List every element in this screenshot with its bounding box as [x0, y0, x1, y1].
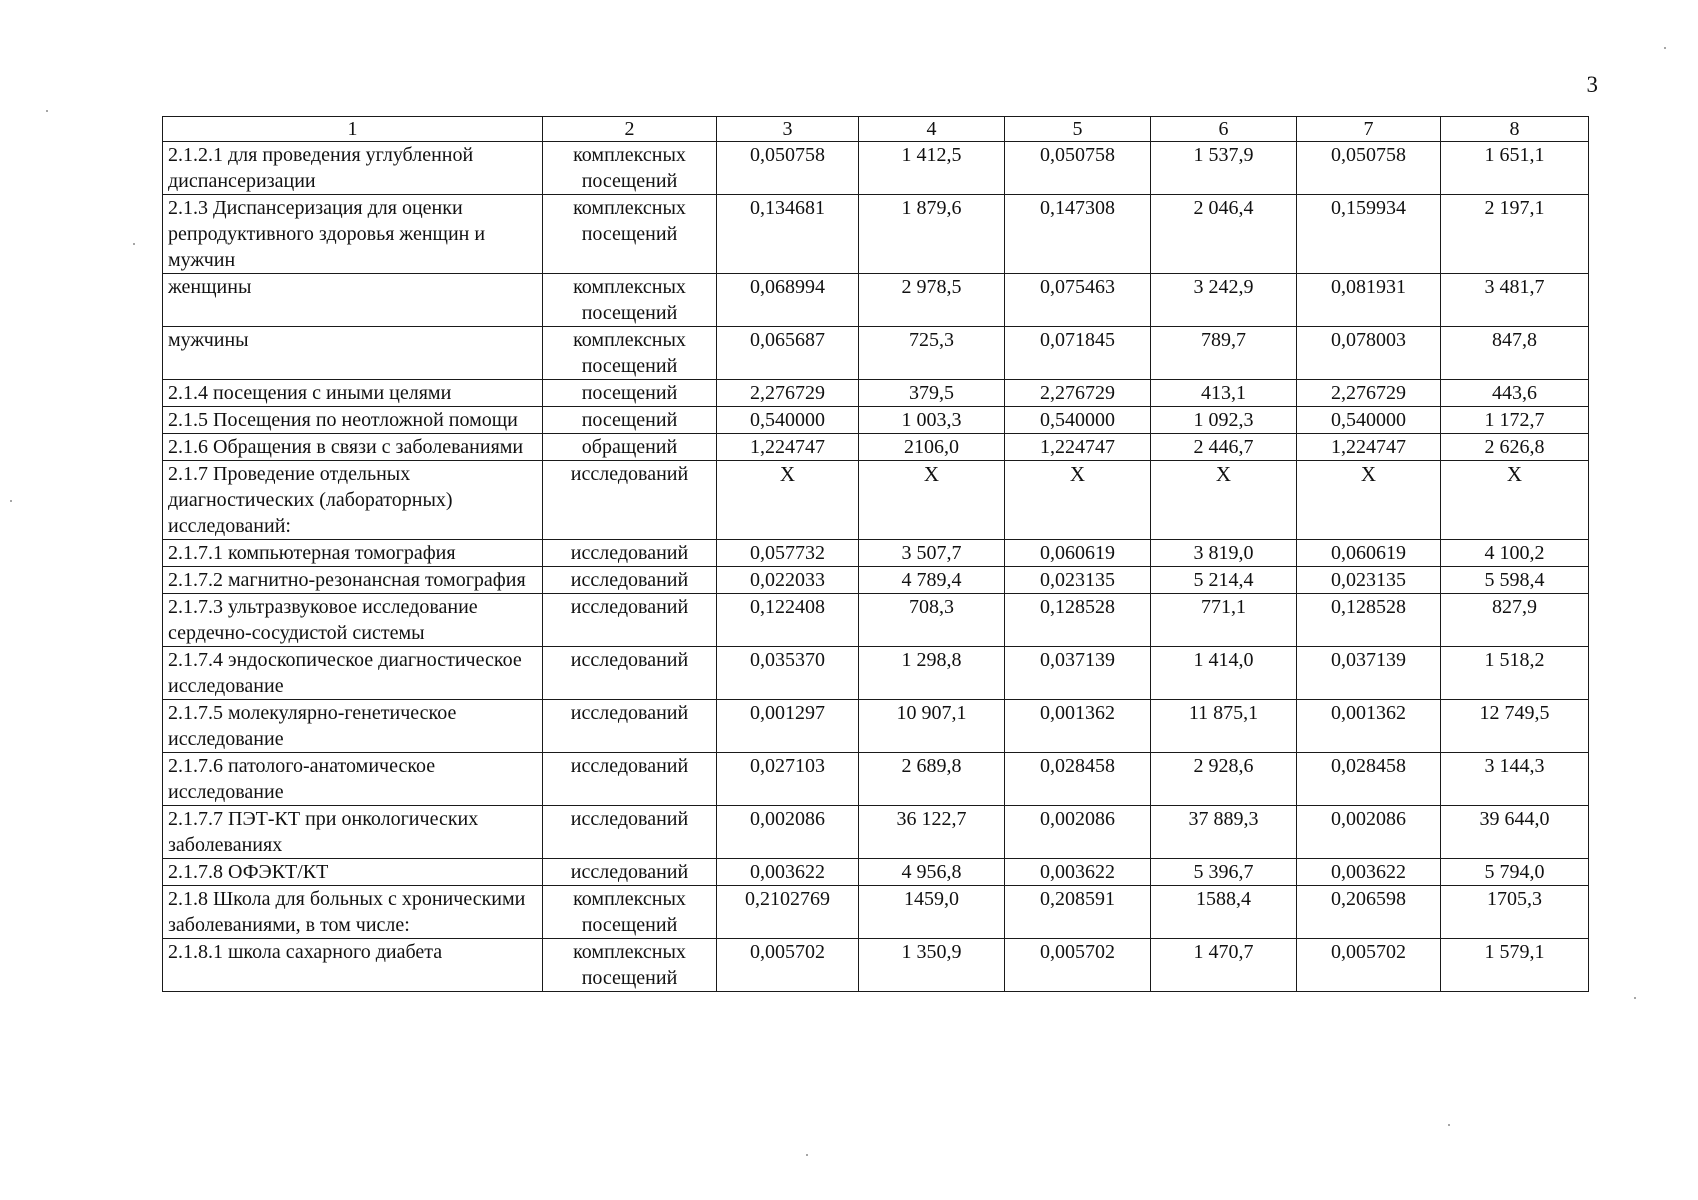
row-name-cell: мужчины: [163, 327, 543, 380]
value-cell: 3 481,7: [1441, 274, 1589, 327]
value-cell: 11 875,1: [1151, 700, 1297, 753]
row-name-cell: 2.1.7.4 эндоскопическое диагностическое исследование: [163, 647, 543, 700]
value-cell: 0,023135: [1297, 567, 1441, 594]
table-row: [163, 859, 1589, 886]
value-cell: 0,206598: [1297, 886, 1441, 939]
value-cell: 0,028458: [1005, 753, 1151, 806]
value-cell: 0,122408: [717, 594, 859, 647]
value-cell: 0,050758: [1005, 142, 1151, 195]
value-cell: 5 396,7: [1151, 859, 1297, 886]
value-cell: 0,128528: [1005, 594, 1151, 647]
value-cell: 827,9: [1441, 594, 1589, 647]
value-cell: 0,023135: [1005, 567, 1151, 594]
unit-cell: комплексных посещений: [543, 274, 717, 327]
value-cell: 10 907,1: [859, 700, 1005, 753]
value-cell: 0,022033: [717, 567, 859, 594]
value-cell: 0,005702: [1297, 939, 1441, 992]
value-cell: 1 003,3: [859, 407, 1005, 434]
value-cell: 0,001362: [1297, 700, 1441, 753]
row-name-cell: 2.1.8.1 школа сахарного диабета: [163, 939, 543, 992]
value-cell: 2 928,6: [1151, 753, 1297, 806]
value-cell: 0,081931: [1297, 274, 1441, 327]
value-cell: Х: [859, 461, 1005, 540]
unit-cell: посещений: [543, 407, 717, 434]
value-cell: 0,2102769: [717, 886, 859, 939]
value-cell: 1 350,9: [859, 939, 1005, 992]
value-cell: 0,071845: [1005, 327, 1151, 380]
scan-speck: [806, 1154, 808, 1156]
unit-cell: комплексных посещений: [543, 327, 717, 380]
table-row: [163, 540, 1589, 567]
row-name-cell: 2.1.2.1 для проведения углубленной диспансеризации: [163, 142, 543, 195]
table-row: [163, 594, 1589, 647]
value-cell: 0,159934: [1297, 195, 1441, 274]
value-cell: 5 214,4: [1151, 567, 1297, 594]
value-cell: 2 978,5: [859, 274, 1005, 327]
row-name-cell: 2.1.5 Посещения по неотложной помощи: [163, 407, 543, 434]
value-cell: 1 518,2: [1441, 647, 1589, 700]
value-cell: 725,3: [859, 327, 1005, 380]
value-cell: 4 956,8: [859, 859, 1005, 886]
value-cell: 1705,3: [1441, 886, 1589, 939]
value-cell: 0,005702: [717, 939, 859, 992]
value-cell: 3 144,3: [1441, 753, 1589, 806]
value-cell: 1 470,7: [1151, 939, 1297, 992]
table-row: [163, 567, 1589, 594]
value-cell: 379,5: [859, 380, 1005, 407]
value-cell: 0,075463: [1005, 274, 1151, 327]
row-name-cell: 2.1.7.5 молекулярно-генетическое исследование: [163, 700, 543, 753]
unit-cell: исследований: [543, 753, 717, 806]
row-name-cell: 2.1.7.7 ПЭТ-КТ при онкологических заболеваниях: [163, 806, 543, 859]
value-cell: 0,128528: [1297, 594, 1441, 647]
unit-cell: исследований: [543, 859, 717, 886]
value-cell: 0,060619: [1005, 540, 1151, 567]
unit-cell: исследований: [543, 806, 717, 859]
value-cell: 5 794,0: [1441, 859, 1589, 886]
value-cell: 0,005702: [1005, 939, 1151, 992]
value-cell: 2,276729: [717, 380, 859, 407]
unit-cell: исследований: [543, 567, 717, 594]
value-cell: 0,001297: [717, 700, 859, 753]
row-name-cell: 2.1.3 Диспансеризация для оценки репродуктивного здоровья женщин и мужчин: [163, 195, 543, 274]
value-cell: 0,060619: [1297, 540, 1441, 567]
header-cell: 7: [1297, 117, 1441, 142]
row-name-cell: 2.1.4 посещения с иными целями: [163, 380, 543, 407]
value-cell: 1459,0: [859, 886, 1005, 939]
table-row: [163, 434, 1589, 461]
value-cell: 12 749,5: [1441, 700, 1589, 753]
value-cell: 708,3: [859, 594, 1005, 647]
value-cell: 0,147308: [1005, 195, 1151, 274]
value-cell: 0,540000: [1297, 407, 1441, 434]
row-name-cell: 2.1.7 Проведение отдельных диагностических (лабораторных) исследований:: [163, 461, 543, 540]
value-cell: 1 651,1: [1441, 142, 1589, 195]
row-name-cell: женщины: [163, 274, 543, 327]
unit-cell: исследований: [543, 647, 717, 700]
value-cell: 1 092,3: [1151, 407, 1297, 434]
value-cell: 0,003622: [1005, 859, 1151, 886]
value-cell: 2 046,4: [1151, 195, 1297, 274]
value-cell: 443,6: [1441, 380, 1589, 407]
table-row: [163, 407, 1589, 434]
unit-cell: комплексных посещений: [543, 142, 717, 195]
value-cell: 0,001362: [1005, 700, 1151, 753]
table-row: [163, 647, 1589, 700]
value-cell: 1 579,1: [1441, 939, 1589, 992]
value-cell: 5 598,4: [1441, 567, 1589, 594]
value-cell: 3 242,9: [1151, 274, 1297, 327]
value-cell: 0,050758: [717, 142, 859, 195]
row-name-cell: 2.1.7.6 патолого-анатомическое исследование: [163, 753, 543, 806]
value-cell: 0,134681: [717, 195, 859, 274]
table-row: [163, 886, 1589, 939]
table-row: [163, 939, 1589, 992]
data-table: [162, 116, 1589, 992]
page-number: 3: [1586, 72, 1598, 97]
value-cell: 771,1: [1151, 594, 1297, 647]
table-row: [163, 380, 1589, 407]
row-name-cell: 2.1.6 Обращения в связи с заболеваниями: [163, 434, 543, 461]
unit-cell: обращений: [543, 434, 717, 461]
value-cell: 1588,4: [1151, 886, 1297, 939]
unit-cell: исследований: [543, 540, 717, 567]
value-cell: 0,065687: [717, 327, 859, 380]
row-name-cell: 2.1.7.2 магнитно-резонансная томография: [163, 567, 543, 594]
row-name-cell: 2.1.7.8 ОФЭКТ/КТ: [163, 859, 543, 886]
value-cell: 2,276729: [1005, 380, 1151, 407]
scan-speck: [10, 500, 12, 502]
unit-cell: комплексных посещений: [543, 939, 717, 992]
table-row: [163, 806, 1589, 859]
scan-speck: [1448, 1124, 1450, 1126]
value-cell: 0,003622: [1297, 859, 1441, 886]
header-cell: 6: [1151, 117, 1297, 142]
value-cell: 39 644,0: [1441, 806, 1589, 859]
value-cell: 0,208591: [1005, 886, 1151, 939]
value-cell: 36 122,7: [859, 806, 1005, 859]
value-cell: 2 446,7: [1151, 434, 1297, 461]
value-cell: 2 689,8: [859, 753, 1005, 806]
header-cell: 3: [717, 117, 859, 142]
header-cell: 1: [163, 117, 543, 142]
value-cell: 2106,0: [859, 434, 1005, 461]
value-cell: Х: [1151, 461, 1297, 540]
value-cell: 0,002086: [717, 806, 859, 859]
scan-speck: [133, 243, 135, 245]
value-cell: 37 889,3: [1151, 806, 1297, 859]
value-cell: 0,540000: [1005, 407, 1151, 434]
table-row: [163, 700, 1589, 753]
row-name-cell: 2.1.7.1 компьютерная томография: [163, 540, 543, 567]
unit-cell: комплексных посещений: [543, 886, 717, 939]
table-body: [163, 142, 1589, 992]
value-cell: 1 298,8: [859, 647, 1005, 700]
header-cell: 5: [1005, 117, 1151, 142]
value-cell: 0,050758: [1297, 142, 1441, 195]
value-cell: 0,057732: [717, 540, 859, 567]
value-cell: 4 789,4: [859, 567, 1005, 594]
value-cell: 3 819,0: [1151, 540, 1297, 567]
table-row: [163, 274, 1589, 327]
scan-speck: [46, 110, 48, 112]
value-cell: 0,002086: [1005, 806, 1151, 859]
value-cell: Х: [1297, 461, 1441, 540]
value-cell: Х: [717, 461, 859, 540]
header-row: [163, 117, 1589, 142]
scan-speck: [1634, 997, 1636, 999]
value-cell: 3 507,7: [859, 540, 1005, 567]
table-row: [163, 195, 1589, 274]
value-cell: 847,8: [1441, 327, 1589, 380]
value-cell: 1,224747: [717, 434, 859, 461]
value-cell: 0,068994: [717, 274, 859, 327]
value-cell: 1 172,7: [1441, 407, 1589, 434]
value-cell: 2,276729: [1297, 380, 1441, 407]
value-cell: 0,037139: [1005, 647, 1151, 700]
value-cell: 1,224747: [1005, 434, 1151, 461]
row-name-cell: 2.1.8 Школа для больных с хроническими заболеваниями, в том числе:: [163, 886, 543, 939]
header-cell: 8: [1441, 117, 1589, 142]
table-row: [163, 327, 1589, 380]
value-cell: 1 537,9: [1151, 142, 1297, 195]
row-name-cell: 2.1.7.3 ультразвуковое исследование сердечно-сосудистой системы: [163, 594, 543, 647]
value-cell: 2 197,1: [1441, 195, 1589, 274]
value-cell: 0,037139: [1297, 647, 1441, 700]
value-cell: 1,224747: [1297, 434, 1441, 461]
value-cell: 0,078003: [1297, 327, 1441, 380]
value-cell: 1 879,6: [859, 195, 1005, 274]
table-row: [163, 461, 1589, 540]
unit-cell: посещений: [543, 380, 717, 407]
unit-cell: исследований: [543, 594, 717, 647]
scan-speck: [1664, 47, 1666, 49]
header-cell: 4: [859, 117, 1005, 142]
value-cell: 0,003622: [717, 859, 859, 886]
table-row: [163, 142, 1589, 195]
unit-cell: комплексных посещений: [543, 195, 717, 274]
value-cell: 2 626,8: [1441, 434, 1589, 461]
value-cell: 1 412,5: [859, 142, 1005, 195]
value-cell: 0,002086: [1297, 806, 1441, 859]
value-cell: 0,035370: [717, 647, 859, 700]
value-cell: 789,7: [1151, 327, 1297, 380]
value-cell: 413,1: [1151, 380, 1297, 407]
value-cell: 0,027103: [717, 753, 859, 806]
unit-cell: исследований: [543, 700, 717, 753]
header-cell: 2: [543, 117, 717, 142]
value-cell: 1 414,0: [1151, 647, 1297, 700]
unit-cell: исследований: [543, 461, 717, 540]
table-row: [163, 753, 1589, 806]
value-cell: 0,540000: [717, 407, 859, 434]
value-cell: 4 100,2: [1441, 540, 1589, 567]
value-cell: Х: [1005, 461, 1151, 540]
value-cell: Х: [1441, 461, 1589, 540]
value-cell: 0,028458: [1297, 753, 1441, 806]
